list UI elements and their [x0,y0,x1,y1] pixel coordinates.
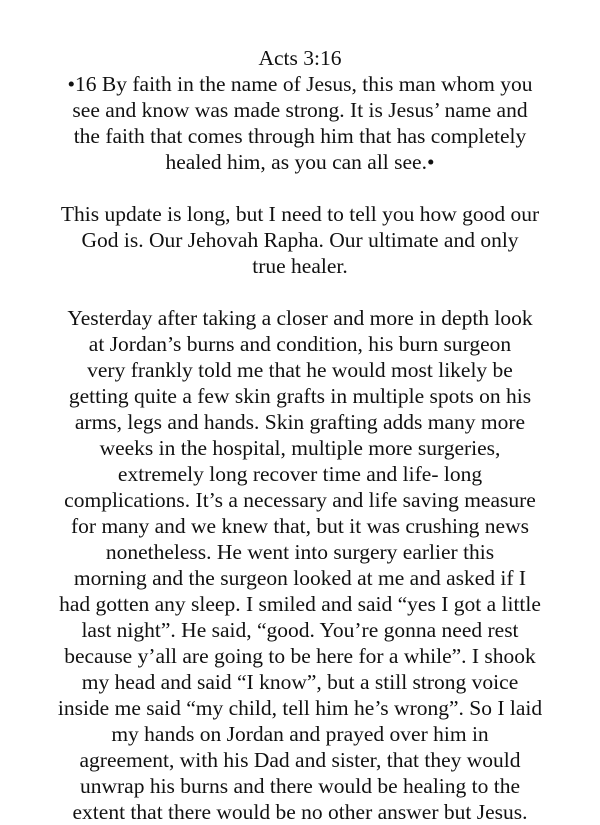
verse-line: see and know was made strong. It is Jesus’ name and [72,98,528,122]
story-line: extent that there would be no other answer but Jesus. [72,800,528,824]
intro-paragraph [40,201,560,279]
story-line: weeks in the hospital, multiple more surgeries, [99,436,501,460]
story-line: my hands on Jordan and prayed over him in [111,722,489,746]
story-line: arms, legs and hands. Skin grafting adds many more [74,410,526,434]
story-line: morning and the surgeon looked at me and asked if I [73,566,527,590]
story-line: nonetheless. He went into surgery earlier this [105,540,495,564]
story-line: unwrap his burns and there would be healing to the [79,774,521,798]
story-line: getting quite a few skin grafts in multiple spots on his [68,384,532,408]
story-line: complications. It’s a necessary and life saving measure [64,488,536,512]
story-line: inside me said “my child, tell him he’s wrong”. So I laid [57,696,543,720]
story-line: because y’all are going to be here for a while”. I shook [64,644,536,668]
verse-line: •16 By faith in the name of Jesus, this man whom you [67,72,533,96]
story-line: extremely long recover time and life- long [117,462,483,486]
story-line: for many and we knew that, but it was crushing news [71,514,529,538]
verse-line: healed him, as you can all see.• [165,150,435,174]
intro-line: true healer. [252,254,348,278]
story-line: last night”. He said, “good. You’re gonna need rest [81,618,519,642]
story-line: agreement, with his Dad and sister, that they would [79,748,521,772]
story-line: very frankly told me that he would most likely be [87,358,513,382]
intro-line: God is. Our Jehovah Rapha. Our ultimate and only [81,228,519,252]
intro-line: This update is long, but I need to tell you how good our [60,202,540,226]
verse-reference: Acts 3:16 [258,46,342,70]
verse-line: the faith that comes through him that has completely [73,124,527,148]
story-line: Yesterday after taking a closer and more in depth look [67,306,533,330]
story-line: at Jordan’s burns and condition, his burn surgeon [88,332,512,356]
story-line: my head and said “I know”, but a still strong voice [81,670,519,694]
story-paragraph [40,305,560,825]
story-line: had gotten any sleep. I smiled and said “yes I got a little [59,592,541,616]
verse-block [40,45,560,175]
